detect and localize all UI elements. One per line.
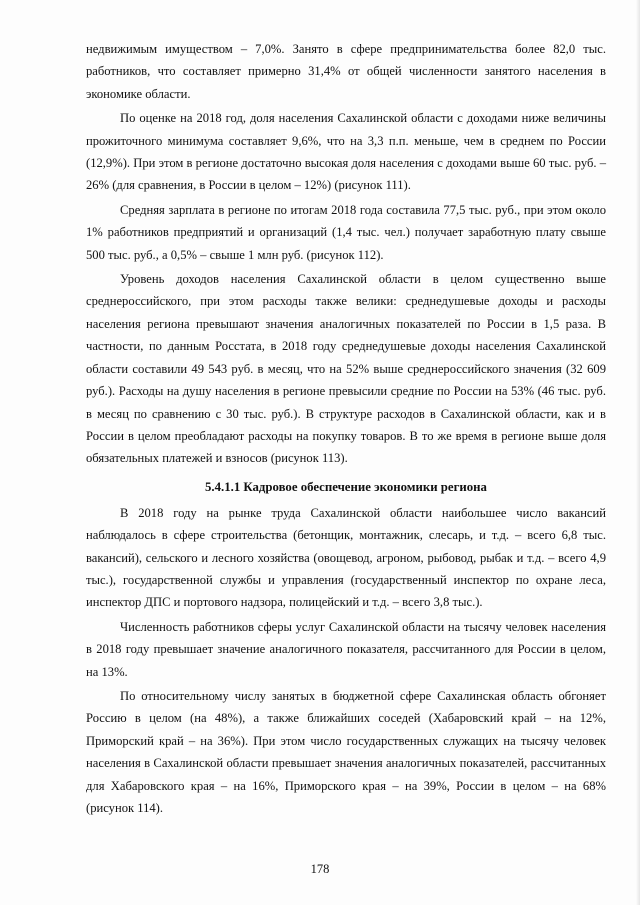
paragraph-1: недвижимым имуществом – 7,0%. Занято в сфере предпринимательства более 82,0 тыс. работников, что составляет примерно 31,4% от общей численности занятого населения в экономике области. xyxy=(86,42,606,101)
paragraph-5: В 2018 году на рынке труда Сахалинской области наибольшее число вакансий наблюдалось в сфере строительства (бетонщик, монтажник, слесарь, и т.д. – всего 6,8 тыс. вакансий), сельского и лесного хозяйства (овощевод, агроном, рыбовод, рыбак и т.д. – всего 4,9 тыс.), государственной службы и управления (государственный инспектор по охране леса, инспектор ДПС и портового надзора, полицейский и т.д. – всего 3,8 тыс.). xyxy=(86,505,606,610)
section-heading: 5.4.1.1 Кадровое обеспечение экономики региона xyxy=(205,479,487,494)
paragraph-6: Численность работников сферы услуг Сахалинской области на тысячу человек населения в 2018 году превышает значение аналогичного показателя, рассчитанного для России в целом, на 13%. xyxy=(86,619,606,679)
paragraph-2: По оценке на 2018 год, доля населения Сахалинской области с доходами ниже величины прожиточного минимума составляет 9,6%, что на 3,3 п.п. меньше, чем в среднем по России (12,9%). При этом в регионе достаточно высокая доля населения с доходами выше 60 тыс. руб. – 26% (для сравнения, в России в целом – 12%) (рисунок 111). xyxy=(86,111,606,193)
page-number: 178 xyxy=(310,862,330,876)
paragraph-7: По относительному числу занятых в бюджетной сфере Сахалинская область обгоняет Россию в целом (на 48%), а также ближайших соседей (Хабаровский край – на 12%, Приморский край – на 36%). При этом число государственных служащих на тысячу человек населения в Сахалинской области превышает значения аналогичных показателей, рассчитанных для Хабаровского края – на 16%, Приморского края – на 39%, России в целом – на 68% (рисунок 114). xyxy=(86,688,606,815)
paragraph-3: Средняя зарплата в регионе по итогам 2018 года составила 77,5 тыс. руб., при этом около 1% работников предприятий и организаций (1,4 тыс. чел.) получает заработную плату свыше 500 тыс. руб., а 0,5% – свыше 1 млн руб. (рисунок 112). xyxy=(86,202,606,262)
paragraph-4: Уровень доходов населения Сахалинской области в целом существенно выше среднероссийского, при этом расходы также велики: среднедушевые доходы и расходы населения региона превышают значения аналогичных показателей по России в 1,5 раза. В частности, по данным Росстата, в 2018 году среднедушевые доходы населения Сахалинской области составили 49 543 руб. в месяц, что на 52% выше среднероссийского значения (32 609 руб.). Расходы на душу населения в регионе превысили средние по России на 53% (46 тыс. руб. в месяц по сравнению с 30 тыс. руб.). В структуре расходов в Сахалинской области, как и в России в целом преобладают расходы на покупку товаров. В то же время в регионе выше доля обязательных платежей и взносов (рисунок 113). xyxy=(86,272,606,466)
scan-edge-shadow xyxy=(636,0,640,905)
page-content xyxy=(86,38,606,819)
